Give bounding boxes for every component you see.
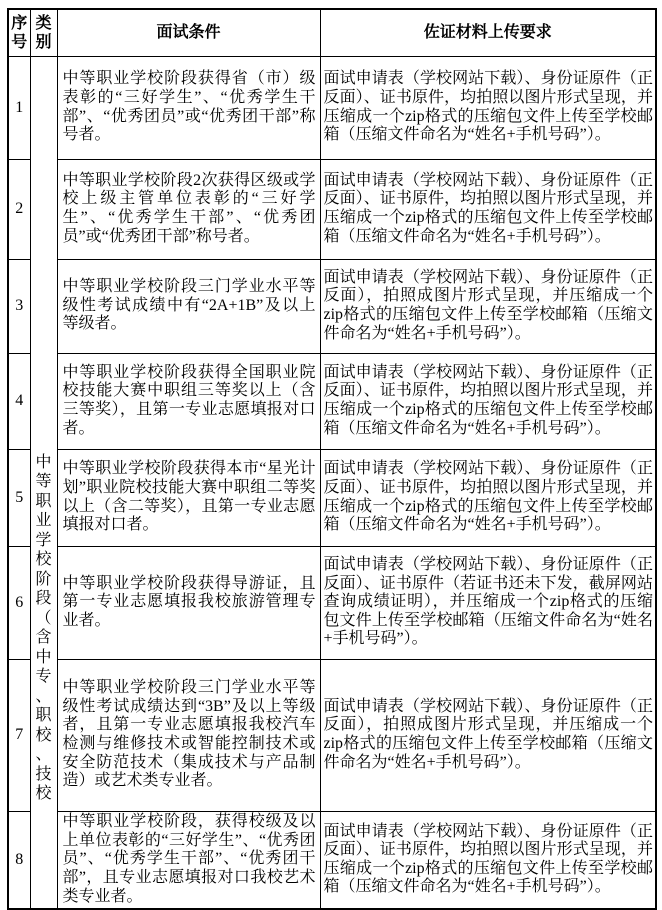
table-row — [8, 659, 656, 811]
requirement-cell: 面试申请表（学校网站下载）、身份证原件（正反面），拍照成图片形式呈现，并压缩成一个zip格式的压缩包文件上传至学校邮箱（压缩文件命名为“姓名+手机号码”）。 — [320, 259, 656, 353]
header-cell-condition: 面试条件 — [57, 9, 320, 56]
header-row — [8, 9, 656, 56]
requirement-cell: 面试申请表（学校网站下载）、身份证原件（正反面）、证书原件（若证书还未下发，截屏网站查询成绩证明），并压缩成一个zip格式的压缩包文件上传至学校邮箱（压缩文件命名为“姓名+手机号码”）。 — [320, 546, 656, 659]
table-row — [8, 353, 656, 449]
row-number-cell: 4 — [8, 353, 30, 449]
row-number-cell: 3 — [8, 259, 30, 353]
table-row — [8, 546, 656, 659]
condition-cell: 中等职业学校阶段获得全国职业院校技能大赛中职组三等奖以上（含三等奖），且第一专业志愿填报对口者。 — [57, 353, 320, 449]
condition-cell: 中等职业学校阶段三门学业水平等级性考试成绩中有“2A+1B”及以上等级者。 — [57, 259, 320, 353]
row-number-cell: 8 — [8, 811, 30, 909]
condition-cell: 中等职业学校阶段获得导游证，且第一专业志愿填报我校旅游管理专业者。 — [57, 546, 320, 659]
requirement-cell: 面试申请表（学校网站下载）、身份证原件（正反面）、证书原件，均拍照以图片形式呈现，并压缩成一个zip格式的压缩包文件上传至学校邮箱（压缩文件命名为“姓名+手机号码”）。 — [320, 449, 656, 546]
row-number-cell: 1 — [8, 56, 30, 159]
requirement-cell: 面试申请表（学校网站下载）、身份证原件（正反面）、证书原件，均拍照以图片形式呈现，并压缩成一个zip格式的压缩包文件上传至学校邮箱（压缩文件命名为“姓名+手机号码”）。 — [320, 56, 656, 159]
condition-cell: 中等职业学校阶段三门学业水平等级性考试成绩达到“3B”及以上等级者，且第一专业志愿填报我校汽车检测与维修技术或智能控制技术或安全防范技术（集成技术与产品制造）或艺术类专业者。 — [57, 659, 320, 811]
header-cell-requirement: 佐证材料上传要求 — [320, 9, 656, 56]
category-vertical-text: 中等职业学校阶段（含中专、职校、技校 — [35, 453, 52, 802]
table-row — [8, 259, 656, 353]
row-number-cell: 2 — [8, 159, 30, 259]
category-cell — [30, 56, 57, 909]
row-number-cell: 7 — [8, 659, 30, 811]
condition-cell: 中等职业学校阶段，获得校级及以上单位表彰的“三好学生”、“优秀团员”、“优秀学生干部”、“优秀团干部”，且专业志愿填报对口我校艺术类专业者。 — [57, 811, 320, 909]
condition-cell: 中等职业学校阶段获得省（市）级表彰的“三好学生”、“优秀学生干部”、“优秀团员”或“优秀团干部”称号者。 — [57, 56, 320, 159]
table-row — [8, 811, 656, 909]
table-row — [8, 449, 656, 546]
header-cell-category: 类别 — [30, 9, 57, 56]
row-number-cell: 5 — [8, 449, 30, 546]
row-number-cell: 6 — [8, 546, 30, 659]
header-cell-no: 序号 — [8, 9, 30, 56]
requirement-cell: 面试申请表（学校网站下载）、身份证原件（正反面）、证书原件，均拍照以图片形式呈现，并压缩成一个zip格式的压缩包文件上传至学校邮箱（压缩文件命名为“姓名+手机号码”）。 — [320, 353, 656, 449]
requirement-cell: 面试申请表（学校网站下载）、身份证原件（正反面）、证书原件，均拍照以图片形式呈现，并压缩成一个zip格式的压缩包文件上传至学校邮箱（压缩文件命名为“姓名+手机号码”）。 — [320, 811, 656, 909]
requirement-cell: 面试申请表（学校网站下载）、身份证原件（正反面），拍照成图片形式呈现，并压缩成一个zip格式的压缩包文件上传至学校邮箱（压缩文件命名为“姓名+手机号码”）。 — [320, 659, 656, 811]
table-row — [8, 159, 656, 259]
condition-cell: 中等职业学校阶段2次获得区级或学校上级主管单位表彰的“三好学生”、“优秀学生干部”、“优秀团员”或“优秀团干部”称号者。 — [57, 159, 320, 259]
interview-requirements-table — [7, 8, 657, 910]
table-row — [8, 56, 656, 159]
requirement-cell: 面试申请表（学校网站下载）、身份证原件（正反面）、证书原件，均拍照以图片形式呈现，并压缩成一个zip格式的压缩包文件上传至学校邮箱（压缩文件命名为“姓名+手机号码”）。 — [320, 159, 656, 259]
condition-cell: 中等职业学校阶段获得本市“星光计划”职业院校技能大赛中职组二等奖以上（含二等奖），且第一专业志愿填报对口者。 — [57, 449, 320, 546]
